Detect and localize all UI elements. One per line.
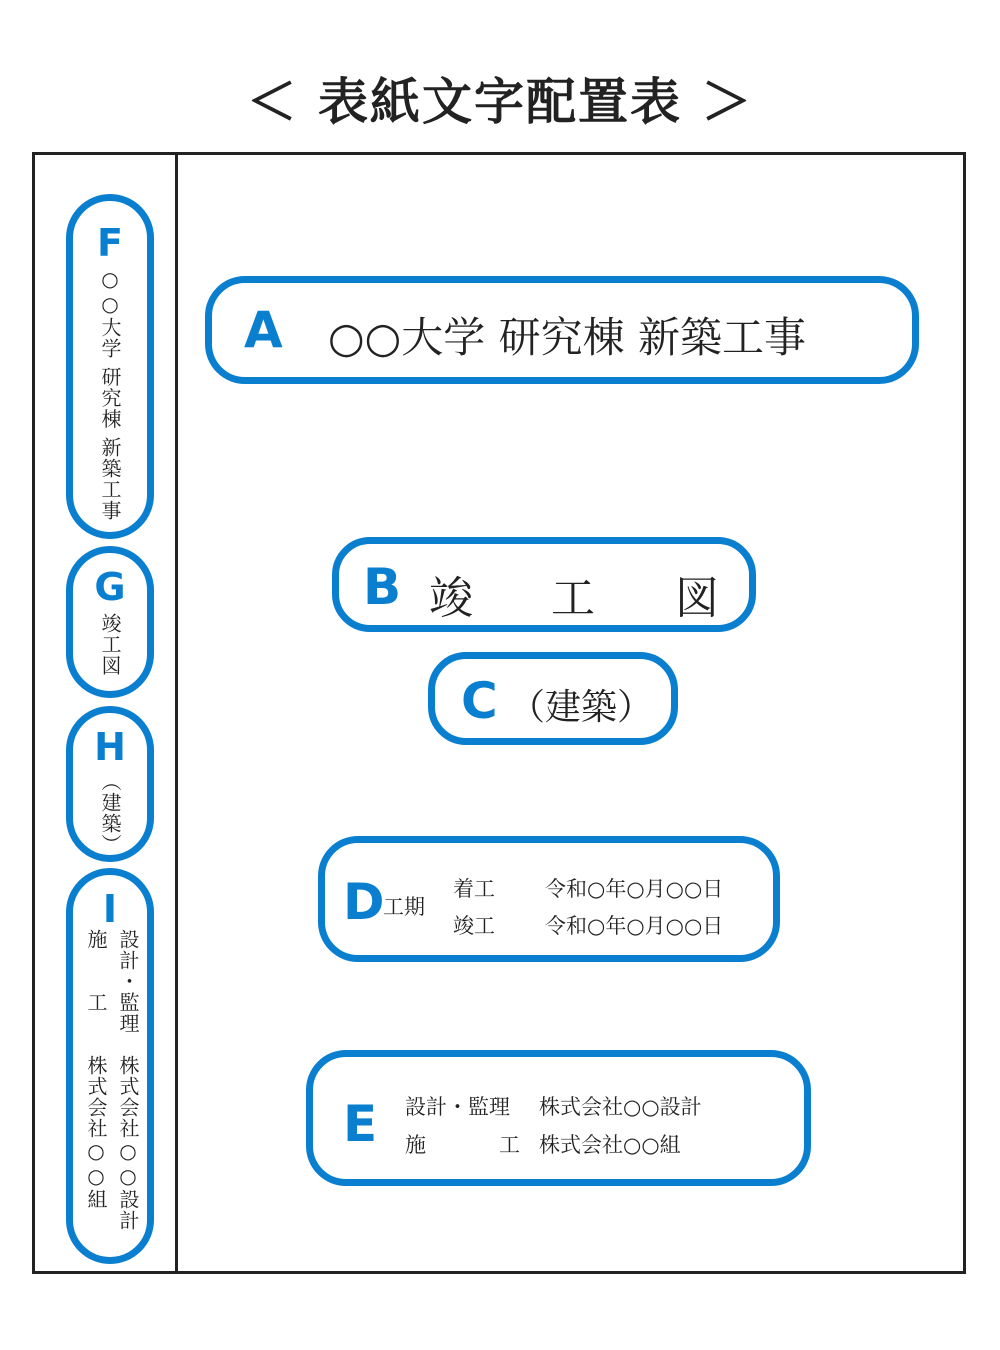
start-value: 令和○年○月○○日 (545, 877, 724, 901)
completion-key: 竣工 (453, 914, 495, 938)
field-box-e (306, 1050, 811, 1186)
field-box-b (332, 537, 756, 632)
drawing-type-char-1: 竣 (429, 573, 473, 624)
spine-box-g (66, 546, 154, 698)
page-title: ＜ 表紙文字配置表 ＞ (246, 73, 754, 131)
spine-text-g: 竣工図 (98, 613, 122, 676)
project-name: ○○大学 研究棟 新築工事 (328, 313, 806, 362)
drawing-type-char-2: 工 (551, 573, 595, 624)
spine-text-i-col1: 設計・監理 株式会社○○設計 (116, 929, 140, 1231)
field-letter-d: D (343, 873, 385, 931)
spine-box-h (66, 706, 154, 862)
designer-value: 株式会社○○設計 (539, 1095, 702, 1119)
spine-letter-h: H (94, 725, 126, 769)
field-letter-a: A (244, 301, 283, 359)
contractor-value: 株式会社○○組 (539, 1133, 681, 1157)
field-letter-b: B (363, 558, 402, 616)
spine-text-f: ○○大学 研究棟 新築工事 (98, 267, 122, 521)
spine-divider (175, 152, 178, 1274)
field-box-c (428, 652, 678, 745)
field-box-d (318, 836, 780, 962)
period-label: 工期 (383, 895, 425, 919)
spine-letter-g: G (94, 565, 126, 609)
spine-text-h: （建築） (98, 771, 122, 855)
field-letter-e: E (343, 1095, 378, 1153)
spine-box-f (66, 194, 154, 539)
drawing-type-char-3: 図 (675, 573, 719, 624)
contractor-key-left: 施 (405, 1133, 426, 1157)
spine-box-i (66, 868, 154, 1264)
completion-value: 令和○年○月○○日 (545, 914, 724, 938)
spine-letter-f: F (97, 221, 123, 265)
field-letter-c: C (461, 672, 498, 730)
contractor-key-right: 工 (499, 1133, 520, 1157)
spine-letter-i: I (102, 887, 118, 931)
discipline-label: （建築） (509, 687, 654, 728)
start-key: 着工 (453, 877, 495, 901)
spine-text-i-col2: 施 工 株式会社○○組 (84, 929, 108, 1210)
field-box-a (205, 276, 919, 384)
designer-key: 設計・監理 (405, 1095, 510, 1119)
